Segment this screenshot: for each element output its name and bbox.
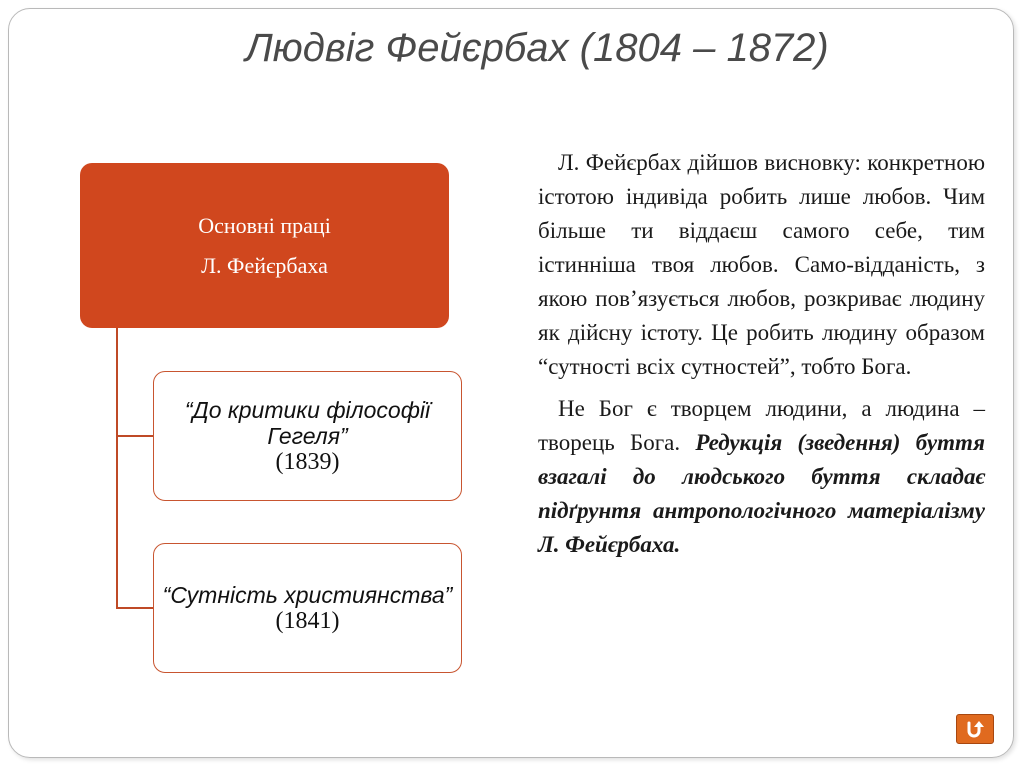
work-box-1	[153, 371, 462, 501]
works-diagram	[0, 0, 480, 700]
root-label-line-2: Л. Фейєрбаха	[201, 252, 328, 278]
work-box-2	[153, 543, 462, 673]
paragraph-2-emphasis: Редукція (зведення) буття взагалі до людського буття складає підґрунтя антропологічного матеріалізму Л. Фейєрбаха.	[538, 430, 985, 557]
diagram-root-box	[80, 163, 449, 328]
slide-title: Людвіг Фейєрбах (1804 – 1872)	[245, 26, 829, 70]
return-arrow-icon	[963, 719, 987, 739]
work-title-2: “Сутність християнства”	[162, 582, 453, 608]
work-year-1: (1839)	[275, 449, 340, 475]
paragraph-2-plain: Не Бог є творцем людини, а людина – творець Бога.	[538, 396, 985, 455]
diagram-connector-to-work-2	[116, 607, 154, 609]
diagram-connector-to-work-1	[116, 435, 154, 437]
work-title-1: “До критики філософії Гегеля”	[184, 397, 431, 449]
diagram-connector-vertical	[116, 326, 118, 608]
return-button[interactable]	[956, 714, 994, 744]
body-text	[538, 146, 985, 570]
work-year-2: (1841)	[275, 608, 340, 634]
paragraph-2	[538, 392, 985, 562]
paragraph-1: Л. Фейєрбах дійшов висновку: конкретною істотою індивіда робить лише любов. Чим більше ти віддаєш самого себе, тим істинніша твоя любов. Само-відданість, з якою пов’язується любов, розкриває людину як дійсну істоту. Це робить людину образом “сутності всіх сутностей”, тобто Бога.	[538, 150, 985, 379]
root-label-line-1: Основні праці	[198, 212, 331, 238]
